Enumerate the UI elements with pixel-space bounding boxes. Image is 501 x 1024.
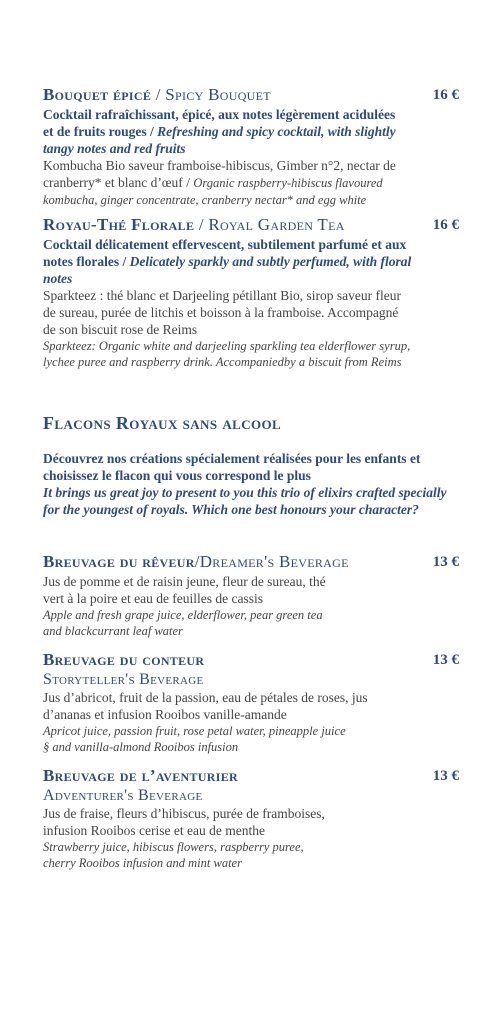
description-fr: Cocktail rafraîchissant, épicé, aux notes légèrement acidulées et de fruits rouges [43, 107, 396, 139]
item-ingredients-fr: Sparkteez : thé blanc et Darjeeling pétillant Bio, sirop saveur fleur de sureau, purée de litchis et boisson à la framboise. Accompagné de son biscuit rose de Reims [43, 288, 402, 337]
item-price: 13 € [432, 554, 459, 570]
item-ingredients [43, 157, 433, 208]
item-title [43, 85, 271, 104]
section-header [43, 412, 459, 518]
item-title-row [43, 551, 459, 573]
item-price: 16 € [432, 217, 459, 233]
menu-page [43, 84, 459, 871]
item-ingredients-fr: Jus de fraise, fleurs d’hibiscus, purée de framboises, infusion Rooibos cerise et eau de menthe [43, 806, 325, 838]
menu-item-dreamers-beverage [43, 551, 459, 639]
section-intro-fr: Découvrez nos créations spécialement réalisées pour les enfants et choisissez le flacon qui vous correspond le plus [43, 451, 421, 483]
item-title-en: Dreamer's Beverage [199, 552, 349, 571]
item-price: 13 € [432, 768, 459, 784]
item-ingredients-en: Sparkteez: Organic white and darjeeling sparkling tea elderflower syrup, lychee puree and raspberry drink. Accompaniedby a biscuit from Reims [43, 339, 411, 369]
menu-item-adventurers-beverage [43, 765, 459, 871]
title-separator: / [194, 215, 209, 234]
item-ingredients-en: Strawberry juice, hibiscus flowers, raspberry puree, cherry Rooibos infusion and mint water [43, 840, 304, 870]
item-price: 16 € [432, 87, 459, 103]
item-ingredients-en: Apricot juice, passion fruit, rose petal water, pineapple juice § and vanilla-almond Rooibos infusion [43, 724, 346, 754]
item-title-fr: Bouquet épicé [43, 85, 152, 104]
ingredients-en: Organic raspberry-hibiscus flavoured kombucha, ginger concentrate, cranberry nectar* and egg white [43, 176, 383, 207]
description-separator: / [146, 124, 158, 139]
menu-item-spicy-bouquet [43, 84, 459, 208]
description-en: Delicately sparkly and subtly perfumed, with floral notes [43, 254, 412, 286]
item-title-row [43, 649, 459, 671]
item-description [43, 236, 413, 287]
section-title: Flacons Royaux sans alcool [43, 413, 282, 433]
item-title-en: Spicy Bouquet [165, 85, 271, 104]
item-title [43, 215, 345, 234]
item-title-en: Royal Garden Tea [208, 215, 345, 234]
menu-item-royal-garden-tea [43, 214, 459, 370]
item-title-row [43, 84, 459, 106]
ingredients-fr: Kombucha Bio saveur framboise-hibiscus, Gimber n°2, nectar de cranberry* et blanc d’œuf [43, 158, 396, 190]
item-ingredients-en: Apple and fresh grape juice, elderflower, pear green tea and blackcurrant leaf water [43, 608, 323, 638]
item-ingredients-fr: Jus d’abricot, fruit de la passion, eau de pétales de roses, jus d’ananas et infusion Rooibos vanille-amande [43, 690, 368, 722]
item-description [43, 106, 403, 157]
title-separator: / [151, 85, 166, 104]
item-title-en: Adventurer's Beverage [43, 787, 203, 804]
description-fr: Cocktail délicatement effervescent, subtilement parfumé et aux notes florales [43, 237, 407, 269]
item-title-fr: Breuvage de l’aventurier [43, 766, 238, 785]
item-title-row [43, 765, 459, 787]
item-title: Breuvage du rêveur/Dreamer's Beverage [43, 552, 349, 571]
item-title-row [43, 214, 459, 236]
ingredients-separator: / [182, 175, 194, 190]
item-title-fr: Breuvage du rêveur [43, 552, 195, 571]
item-price: 13 € [432, 652, 459, 668]
item-title-fr: Breuvage du conteur [43, 650, 205, 669]
description-en: Refreshing and spicy cocktail, with slightly tangy notes and red fruits [43, 124, 396, 156]
section-intro-en: It brings us great joy to present to you this trio of elixirs crafted specially for the youngest of royals. Which one best honours your character? [43, 485, 447, 517]
description-separator: / [119, 254, 130, 269]
menu-item-storytellers-beverage [43, 649, 459, 755]
item-ingredients-fr: Jus de pomme et de raisin jeune, fleur de sureau, thé vert à la poire et eau de feuilles de cassis [43, 574, 326, 606]
item-title-en: Storyteller's Beverage [43, 671, 204, 688]
item-title-fr: Royau-Thé Florale [43, 215, 195, 234]
